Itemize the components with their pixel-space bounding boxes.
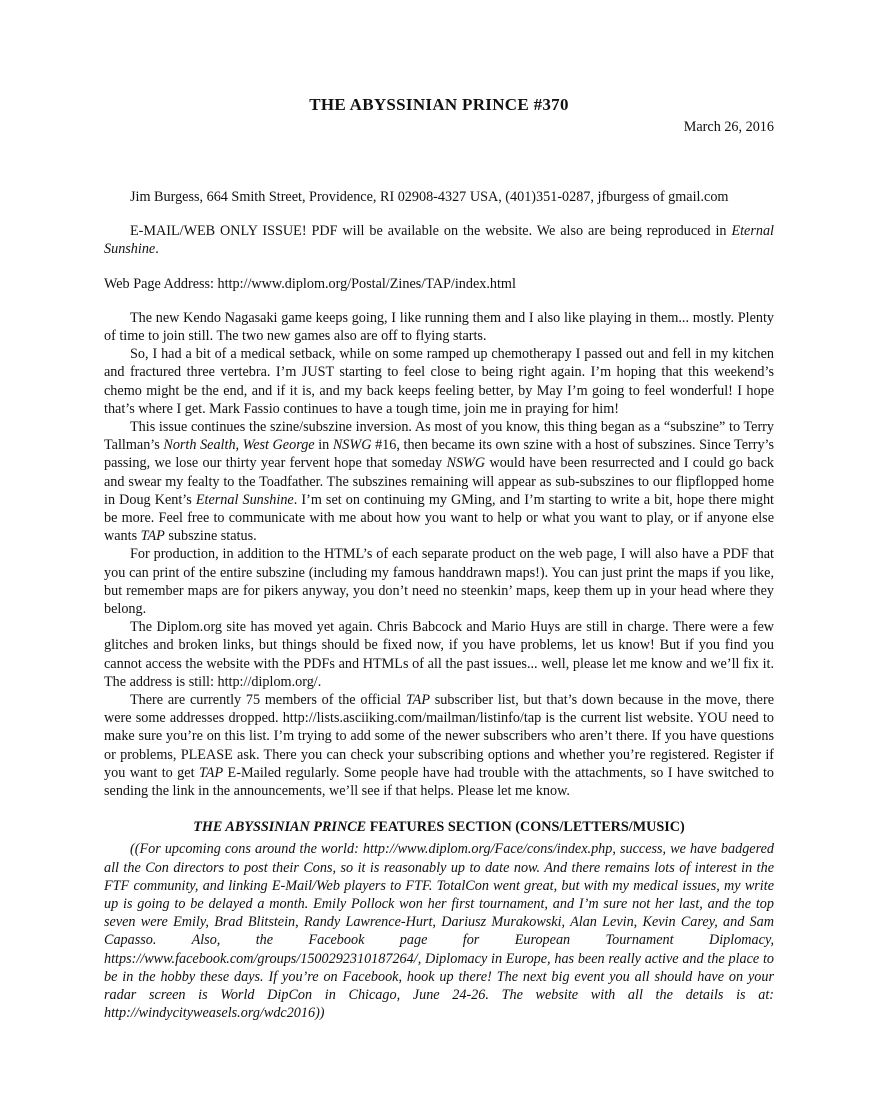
contact-line: Jim Burgess, 664 Smith Street, Providence, RI 02908-4327 USA, (401)351-0287, jfburgess of gmail.com bbox=[130, 189, 729, 205]
p6-text-c: E-Mailed regularly. Some people have had trouble with the attachments, so I have switched to sending the link in the announcements, we’ll see if that helps. Please let me know. bbox=[104, 764, 774, 800]
p3-text-d: would have been resurrected and I could go back and swear my fealty to the Toadfather. The subszines remaining will appear as sub-subszines to our flipflopped home in Doug Kent’s bbox=[104, 455, 774, 508]
p3-italic-nswg: NSWG bbox=[332, 437, 372, 454]
notice-text: E-MAIL/WEB ONLY ISSUE! PDF will be available on the website. We also are being reproduced in bbox=[130, 223, 732, 240]
notice-end: . bbox=[155, 241, 159, 258]
features-heading-rest: FEATURES SECTION (CONS/LETTERS/MUSIC) bbox=[366, 819, 685, 836]
paragraph-production: For production, in addition to the HTML’s of each separate product on the web page, I will also have a PDF that you can print of the entire subszine (including my famous handdrawn maps!). You can just print the maps if you like, but remember maps are for pikers anyway, you don’t need no steenkin’ maps, keep them up in your head where they belong. bbox=[104, 546, 774, 618]
issue-date: March 26, 2016 bbox=[683, 119, 774, 135]
p3-italic-tap: TAP bbox=[140, 528, 165, 545]
features-cons-text: ((For upcoming cons around the world: http://www.diplom.org/Face/cons/index.php, success, we have badgered all the Con directors to post their Cons, so it is reasonably up to date now. And there remains lots of interest in the FTF community, and linking E-Mail/Web players to FTF. TotalCon went great, but with my medical issues, my write up is going to be delayed a month. Emily Pollock won her first tournament, and I’m sure not her last, and the top seven were Emily, Brad Blitstein, Randy Lawrence-Hurt, Dariusz Murakowski, Alan Levin, Kevin Carey, and Sam Capasso. Also, the Facebook page for European Tournament Diplomacy, https://www.facebook.com/groups/1500292310187264/, Diplomacy in Europe, has been really active and the place to be in the hobby these days. If you’re on Facebook, hook up there! The next big event you all should have on your radar screen is World DipCon in Chicago, June 24-26. The website with all the details is at: http://windycityweasels.org/wdc2016)) bbox=[104, 841, 774, 1022]
p3-text-b: in bbox=[314, 437, 333, 454]
p6-text-a: There are currently 75 members of the official bbox=[130, 692, 406, 709]
p3-text-c: #16, then became its own szine with a host of subszines. Since Terry’s passing, we lose our thirty year fervent hope that someday bbox=[104, 437, 775, 472]
document-page bbox=[104, 96, 774, 1022]
p6-italic-tap-2: TAP bbox=[198, 764, 224, 781]
paragraph-diplom-site: The Diplom.org site has moved yet again. Chris Babcock and Mario Huys are still in charge. There were a few glitches and broken links, but things should be fixed now, if you have problems, let us know! But if you find you cannot access the website with the PDFs and HTMLs of all the past issues... well, please let me know and we’ll fix it. The address is still: http://diplom.org/. bbox=[104, 619, 774, 690]
p3-italic-eternal-sunshine: Eternal Sunshine bbox=[195, 491, 294, 508]
p3-italic-north-sealth: North Sealth, West George bbox=[163, 437, 315, 454]
p6-text-b: subscriber list, but that’s down because in the move, there were some addresses dropped. http://lists.asciiking.com/mailman/listinfo/tap is the current list website. YOU need to make sure you’re on this list. I’m trying to add some of the newer subscribers who aren’t there. If you have questions or problems, PLEASE ask. There you can check your subscribing options and whether you’re registered. Register if you want to get bbox=[104, 692, 774, 781]
paragraph-kendo-game: The new Kendo Nagasaki game keeps going, I like running them and I also like playing in them... mostly. Plenty of time to join still. The two new games also are off to flying starts. bbox=[104, 309, 774, 345]
features-heading-zine-name: THE ABYSSINIAN PRINCE bbox=[193, 819, 367, 836]
paragraph-medical-setback: So, I had a bit of a medical setback, while on some ramped up chemotherapy I passed out and fell in my kitchen and fractured three vertebra. I’m JUST starting to feel close to being right again. I’m hoping that this weekend’s chemo might be the end, and if it is, and my back keeps feeling better, by May I’m going to feel wonderful! I hope that’s where I get. Mark Fassio continues to have a tough time, join me in praying for him! bbox=[104, 346, 774, 417]
p3-text-a: This issue continues the szine/subszine inversion. As most of you know, this thing began as a “subszine” to Terry Tallman’s bbox=[104, 419, 774, 454]
web-page-address: Web Page Address: http://www.diplom.org/Postal/Zines/TAP/index.html bbox=[104, 275, 516, 292]
features-section-heading bbox=[104, 818, 774, 838]
p6-italic-tap: TAP bbox=[405, 692, 430, 709]
email-web-notice bbox=[104, 222, 774, 258]
body-paragraphs bbox=[104, 309, 774, 800]
paragraph-subscriber-list bbox=[104, 691, 774, 800]
p3-text-f: subszine status. bbox=[164, 528, 257, 545]
p3-italic-nswg-2: NSWG bbox=[446, 455, 486, 472]
paragraph-szine-inversion bbox=[104, 418, 774, 545]
notice-zine-name: Eternal Sunshine bbox=[104, 223, 774, 258]
p3-text-e: . I’m set on continuing my GMing, and I’m starting to write a bit, hope there might be more. Feel free to communicate with me about how you want to help or what you want to play, or if anyone else wants bbox=[104, 491, 774, 545]
page-title: THE ABYSSINIAN PRINCE #370 bbox=[309, 95, 569, 114]
